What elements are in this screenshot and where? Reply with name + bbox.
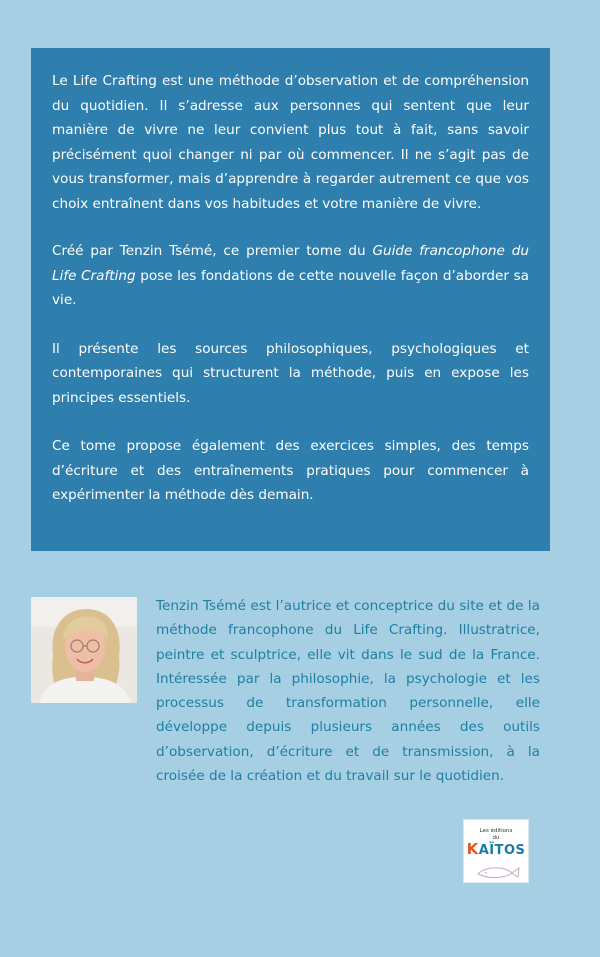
blurb-paragraph-2-end: pose les fondations de cette nouvelle façon d’aborder sa vie.: [52, 267, 529, 308]
author-bio: Tenzin Tsémé est l’autrice et conceptrice du site et de la méthode francophone du Life Crafting. Illustratrice, peintre et sculptrice, elle vit dans le sud de la France. Intéressée par la philosophie, la psychologie et les processus de transformation personnelle, elle développe depuis plusieurs années des outils d’observation, d’écriture et de transmission, à la croisée de la création et du travail sur le quotidien.: [156, 598, 540, 785]
publisher-line-2: du: [492, 835, 500, 841]
blurb-paragraph-2: [52, 239, 529, 313]
blurb-paragraph-4: Ce tome propose également des exercices simples, des temps d’écriture et des entraînements pratiques pour commencer à expérimenter la méthode dès demain.: [52, 438, 529, 503]
publisher-brand: KAÏTOS: [466, 840, 526, 858]
publisher-logo: [463, 819, 529, 883]
blurb-paragraph-1: Le Life Crafting est une méthode d’observation et de compréhension du quotidien. Il s’adresse aux personnes qui sentent que leur manière de vivre ne leur convient plus tout à fait, sans savoir précisément quoi changer ni par où commencer. Il ne s’agit pas de vous transformer, mais d’apprendre à regarder autrement ce que vos choix entraînent dans vos habitudes et votre manière de vivre.: [52, 73, 529, 212]
author-portrait-image: [31, 597, 137, 703]
blurb-box: [31, 48, 550, 551]
publisher-line-1: Les éditions: [479, 828, 513, 834]
blurb-paragraph-3: Il présente les sources philosophiques, psychologiques et contemporaines qui structurent la méthode, puis en expose les principes essentiels.: [52, 340, 529, 406]
fish-icon: [472, 864, 522, 880]
blurb-paragraph-2-start: Créé par Tenzin Tsémé, ce premier tome du: [52, 243, 373, 259]
book-series-title: Guide francophone du Life Crafting: [52, 243, 529, 284]
author-photo: [31, 597, 137, 703]
